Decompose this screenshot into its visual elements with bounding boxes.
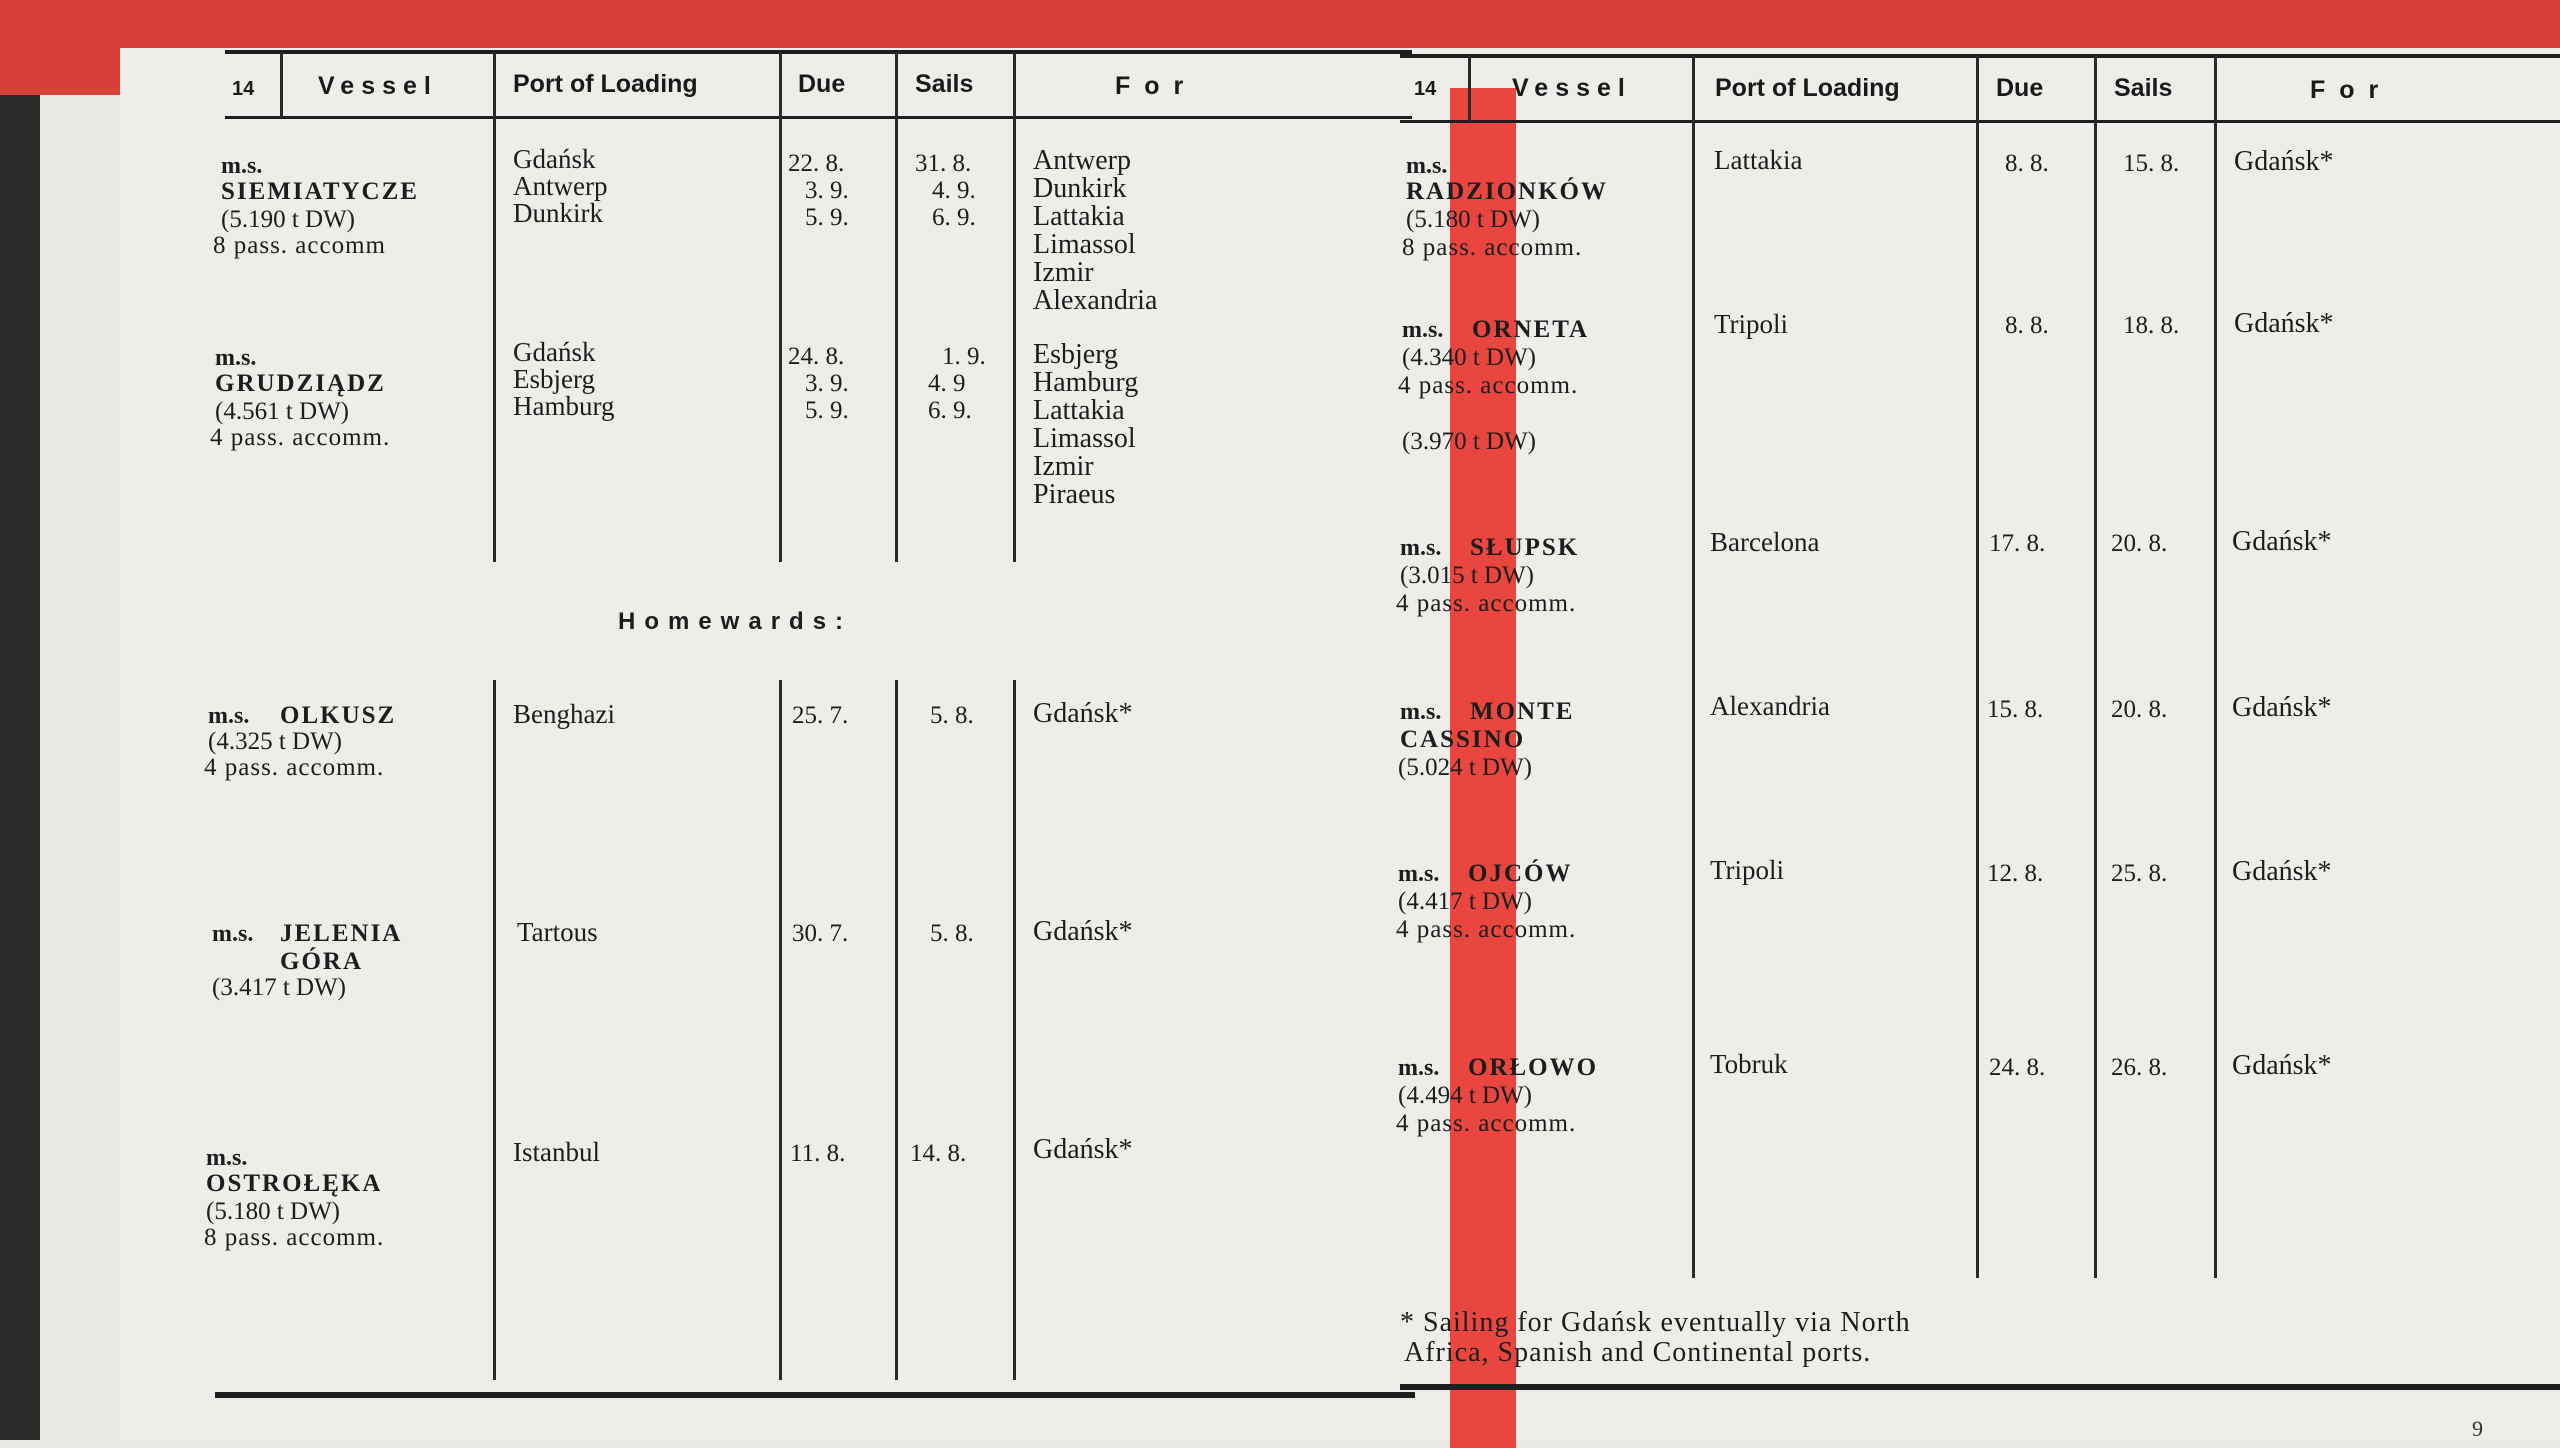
sails-date: 5. 8.	[930, 920, 974, 947]
sails-date: 25. 8.	[2111, 860, 2168, 887]
vessel-prefix: m.s.	[208, 703, 250, 729]
due-date: 11. 8.	[790, 1140, 846, 1167]
right-header-for: For	[2310, 76, 2393, 104]
vessel-prefix: m.s.	[206, 1145, 248, 1171]
port-of-loading: Esbjerg	[513, 364, 595, 394]
due-date: 24. 8.	[788, 343, 845, 370]
vessel-name: OSTROŁĘKA	[206, 1170, 383, 1197]
homewards-label: Homewards:	[618, 608, 853, 635]
vessel-dw: (4.561 t DW)	[215, 398, 349, 425]
vessel-prefix: m.s.	[1398, 861, 1440, 887]
right-header-num: 14	[1414, 78, 1437, 100]
vessel-dw: (3.417 t DW)	[212, 974, 346, 1001]
sails-date: 6. 9.	[928, 397, 972, 424]
destination: Gdańsk*	[1033, 916, 1133, 947]
sails-date: 20. 8.	[2111, 696, 2168, 723]
destination: Dunkirk	[1033, 173, 1127, 204]
vessel-prefix: m.s.	[221, 153, 263, 179]
sails-date: 5. 8.	[930, 702, 974, 729]
vessel-name: ORŁOWO	[1468, 1054, 1599, 1081]
vessel-name: MONTE CASSINO	[1400, 698, 1575, 753]
destination: Lattakia	[1033, 395, 1125, 426]
vessel-pass: 4 pass. accomm.	[1396, 1110, 1577, 1137]
destination: Limassol	[1033, 229, 1136, 260]
vessel-dw: (3.015 t DW)	[1400, 562, 1534, 589]
port-of-loading: Dunkirk	[513, 198, 603, 228]
destination: Alexandria	[1033, 285, 1158, 316]
vessel-dw: (4.325 t DW)	[208, 728, 342, 755]
vessel-pass: 4 pass. accomm.	[1398, 372, 1579, 399]
right-header-due: Due	[1996, 74, 2044, 102]
booklet-spread	[120, 48, 2560, 1440]
right-header-port: Port of Loading	[1715, 74, 1900, 102]
vessel-name: JELENIA GÓRA	[280, 920, 401, 975]
left-header-port: Port of Loading	[513, 70, 698, 98]
red-top-border	[0, 0, 2560, 48]
vessel-name: OJCÓW	[1468, 860, 1573, 887]
vessel-name: SIEMIATYCZE	[221, 178, 419, 205]
destination: Gdańsk*	[2232, 1050, 2332, 1081]
port-of-loading: Hamburg	[513, 391, 615, 421]
due-date: 8. 8.	[2005, 312, 2049, 339]
vessel-pass: 4 pass. accomm.	[1396, 916, 1577, 943]
vessel-prefix: m.s.	[1400, 535, 1442, 561]
port-of-loading: Tartous	[517, 917, 598, 947]
left-header-sails: Sails	[915, 70, 974, 98]
due-date: 5. 9.	[805, 397, 849, 424]
vessel-prefix: m.s.	[215, 345, 257, 371]
vessel-pass: 8 pass. accomm	[213, 232, 386, 259]
port-of-loading: Tobruk	[1710, 1049, 1788, 1079]
destination: Antwerp	[1033, 145, 1131, 176]
left-header-for: For	[1115, 72, 1198, 100]
port-of-loading: Alexandria	[1710, 691, 1830, 721]
right-col-line-num	[1468, 56, 1471, 122]
footnote-line-2: Africa, Spanish and Continental ports.	[1404, 1337, 1872, 1368]
port-of-loading: Istanbul	[513, 1137, 600, 1167]
vessel-prefix: m.s.	[1406, 153, 1448, 179]
right-header-vessel: Vessel	[1512, 74, 1632, 102]
vessel-prefix: m.s.	[1402, 317, 1444, 343]
due-date: 17. 8.	[1989, 530, 2046, 557]
port-of-loading: Gdańsk	[513, 337, 596, 367]
vessel-prefix: m.s.	[1398, 1055, 1440, 1081]
right-header-rule	[1400, 120, 2560, 123]
right-bottom-rule	[1400, 1384, 2560, 1390]
port-of-loading: Benghazi	[513, 699, 615, 729]
sails-date: 31. 8.	[915, 150, 972, 177]
left-col-line-sails-b	[1013, 680, 1016, 1380]
left-header-vessel: Vessel	[318, 72, 438, 100]
left-top-rule	[225, 50, 1412, 54]
vessel-prefix: m.s.	[1400, 699, 1442, 725]
vessel-pass: 4 pass. accomm.	[204, 754, 385, 781]
left-col-line-vessel-b	[493, 680, 496, 1380]
due-date: 8. 8.	[2005, 150, 2049, 177]
sails-date: 1. 9.	[942, 343, 986, 370]
vessel-dw: (5.190 t DW)	[221, 206, 355, 233]
left-col-line-port-a	[779, 52, 782, 562]
right-col-line-port	[1976, 56, 1979, 1278]
due-date: 5. 9.	[805, 204, 849, 231]
destination: Gdańsk*	[2232, 526, 2332, 557]
vessel-pass: 8 pass. accomm.	[204, 1224, 385, 1251]
destination: Gdańsk*	[2232, 856, 2332, 887]
due-date: 22. 8.	[788, 150, 845, 177]
sails-date: 20. 8.	[2111, 530, 2168, 557]
left-header-due: Due	[798, 70, 846, 98]
left-col-line-due-a	[895, 52, 898, 562]
left-bottom-rule	[215, 1392, 1415, 1398]
red-corner	[0, 0, 120, 95]
vessel-prefix: m.s.	[212, 921, 254, 947]
sails-date: 6. 9.	[932, 204, 976, 231]
left-col-line-vessel-a	[493, 52, 496, 562]
vessel-dw: (4.494 t DW)	[1398, 1082, 1532, 1109]
sails-date: 4. 9	[928, 370, 966, 397]
dark-edge	[0, 95, 40, 1440]
destination: Gdańsk*	[1033, 698, 1133, 729]
right-top-rule	[1400, 54, 2560, 58]
sails-date: 18. 8.	[2123, 312, 2180, 339]
vessel-dw-extra: (3.970 t DW)	[1402, 428, 1536, 455]
vessel-name: OLKUSZ	[280, 702, 397, 729]
vessel-dw: (4.417 t DW)	[1398, 888, 1532, 915]
left-col-line-num	[280, 52, 283, 118]
vessel-pass: 4 pass. accomm.	[1396, 590, 1577, 617]
destination: Gdańsk*	[2234, 308, 2334, 339]
vessel-name: SŁUPSK	[1470, 534, 1580, 561]
right-header-sails: Sails	[2114, 74, 2173, 102]
left-col-line-port-b	[779, 680, 782, 1380]
destination: Hamburg	[1033, 367, 1139, 398]
due-date: 30. 7.	[792, 920, 849, 947]
sails-date: 14. 8.	[910, 1140, 967, 1167]
destination: Gdańsk*	[1033, 1134, 1133, 1165]
page-number: 9	[2472, 1416, 2483, 1441]
destination: Esbjerg	[1033, 339, 1119, 370]
left-header-num: 14	[232, 78, 255, 100]
port-of-loading: Tripoli	[1714, 309, 1789, 339]
destination: Izmir	[1033, 451, 1094, 482]
port-of-loading: Gdańsk	[513, 144, 596, 174]
port-of-loading: Tripoli	[1710, 855, 1785, 885]
vessel-pass: 4 pass. accomm.	[210, 424, 391, 451]
port-of-loading: Lattakia	[1714, 145, 1803, 175]
vessel-name: RADZIONKÓW	[1406, 178, 1608, 205]
destination: Lattakia	[1033, 201, 1125, 232]
left-col-line-sails-a	[1013, 52, 1016, 562]
right-col-line-sails	[2214, 56, 2217, 1278]
sails-date: 26. 8.	[2111, 1054, 2168, 1081]
sails-date: 4. 9.	[932, 177, 976, 204]
port-of-loading: Barcelona	[1710, 527, 1820, 557]
destination: Izmir	[1033, 257, 1094, 288]
due-date: 25. 7.	[792, 702, 849, 729]
due-date: 24. 8.	[1989, 1054, 2046, 1081]
destination: Piraeus	[1033, 479, 1116, 510]
due-date: 3. 9.	[805, 177, 849, 204]
vessel-name: ORNETA	[1472, 316, 1590, 343]
destination: Gdańsk*	[2232, 692, 2332, 723]
vessel-pass: 8 pass. accomm.	[1402, 234, 1583, 261]
destination: Limassol	[1033, 423, 1136, 454]
footnote-line-1: * Sailing for Gdańsk eventually via North	[1400, 1307, 1911, 1338]
vessel-dw: (5.180 t DW)	[206, 1198, 340, 1225]
vessel-name: GRUDZIĄDZ	[215, 370, 386, 397]
left-header-rule	[225, 116, 1412, 119]
vessel-dw: (4.340 t DW)	[1402, 344, 1536, 371]
sails-date: 15. 8.	[2123, 150, 2180, 177]
left-col-line-due-b	[895, 680, 898, 1380]
due-date: 3. 9.	[805, 370, 849, 397]
right-col-line-vessel	[1692, 56, 1695, 1278]
destination: Gdańsk*	[2234, 146, 2334, 177]
right-col-line-due	[2094, 56, 2097, 1278]
due-date: 15. 8.	[1987, 696, 2044, 723]
port-of-loading: Antwerp	[513, 171, 608, 201]
vessel-dw: (5.024 t DW)	[1398, 754, 1532, 781]
due-date: 12. 8.	[1987, 860, 2044, 887]
vessel-dw: (5.180 t DW)	[1406, 206, 1540, 233]
